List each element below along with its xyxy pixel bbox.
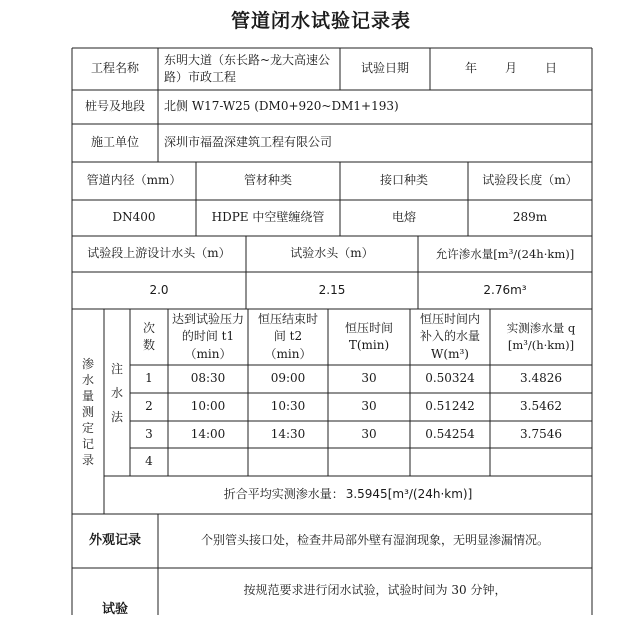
- t1-header: 达到试验压力的时间 t1（min）: [171, 311, 244, 361]
- test-date-label: 试验日期: [360, 61, 409, 76]
- row-4-water-added: [410, 448, 490, 476]
- row-2-measured-seepage: 3.5462: [520, 399, 562, 414]
- appearance-value: 个别管头接口处，检查井局部外壁有湿润现象，无明显渗漏情况。: [200, 533, 549, 548]
- allowed-seepage-value: 2.76m³: [483, 282, 527, 297]
- row-1-t1: 08:30: [190, 371, 226, 386]
- water-added-header: 恒压时间内补入的水量 W(m³): [419, 311, 480, 361]
- count-header: 次数: [142, 320, 155, 352]
- date-year: 年: [464, 61, 477, 76]
- test-date-value: [430, 48, 592, 90]
- row-1-count: 1: [145, 371, 153, 386]
- contractor-label: 施工单位: [90, 135, 139, 150]
- joint-type-header: 接口种类: [379, 173, 428, 188]
- row-2-count: 2: [145, 399, 153, 414]
- row-3-measured-seepage: 3.7546: [520, 426, 562, 441]
- test-head-header: 试验水头（m）: [290, 246, 374, 261]
- station-value: 北侧 W17-W25 (DM0+920~DM1+193): [164, 99, 399, 114]
- duration-header: 恒压时间 T(min): [344, 320, 393, 352]
- row-1-t2: 09:00: [270, 371, 306, 386]
- design-head-value: 2.0: [149, 282, 169, 297]
- conclusion-value: 按规范要求进行闭水试验，试验时间为 30 分钟，: [243, 583, 507, 598]
- t2-header: 恒压结束时间 t2（min）: [257, 311, 318, 361]
- test-head-value: 2.15: [318, 282, 346, 297]
- row-2-t1: 10:00: [190, 399, 226, 414]
- row-1-water-added: 0.50324: [425, 371, 475, 386]
- row-3-t2: 14:30: [270, 426, 306, 441]
- test-length-header: 试验段长度（m）: [482, 173, 578, 188]
- appearance-label: 外观记录: [88, 532, 141, 548]
- conclusion-label: 试验: [101, 601, 128, 617]
- injection-method-label: 注 水 法: [110, 361, 123, 424]
- row-4-t2: [248, 448, 328, 476]
- row-3-count: 3: [145, 426, 153, 441]
- page-title: 管道闭水试验记录表: [230, 10, 411, 32]
- average-seepage-label: 折合平均实测渗水量：: [223, 487, 344, 502]
- seepage-section-label: 渗 水 量 测 定 记 录: [81, 356, 94, 467]
- row-1-duration: 30: [361, 371, 377, 386]
- measured-seepage-header: 实测渗水量 q [m³/(h·km)]: [506, 321, 576, 352]
- row-2-t2: 10:30: [270, 399, 306, 414]
- row-2-duration: 30: [361, 399, 377, 414]
- date-month: 月: [504, 61, 517, 76]
- pipe-diameter-value: DN400: [112, 210, 156, 225]
- row-3-duration: 30: [361, 426, 377, 441]
- project-name-label: 工程名称: [90, 61, 139, 76]
- row-4-duration: [328, 448, 410, 476]
- contractor-value: 深圳市福盈深建筑工程有限公司: [164, 135, 333, 150]
- pipe-material-header: 管材种类: [243, 173, 292, 188]
- row-2-water-added: 0.51242: [425, 399, 475, 414]
- joint-type-value: 电熔: [391, 210, 416, 225]
- date-day: 日: [545, 61, 558, 76]
- project-name-value: 东明大道（东长路~龙大高速公路）市政工程: [164, 52, 331, 84]
- row-3-t1: 14:00: [190, 426, 226, 441]
- test-length-value: 289m: [512, 210, 548, 225]
- design-head-header: 试验段上游设计水头（m）: [87, 246, 231, 261]
- row-3-water-added: 0.54254: [425, 426, 475, 441]
- station-label: 桩号及地段: [84, 99, 145, 114]
- average-seepage-value: 3.5945[m³/(24h·km)]: [345, 487, 473, 502]
- average-seepage: [104, 476, 592, 514]
- pipe-material-value: HDPE 中空壁缠绕管: [211, 210, 325, 225]
- row-1-measured-seepage: 3.4826: [520, 371, 562, 386]
- row-4-measured-seepage: [490, 448, 592, 476]
- row-4-t1: [168, 448, 248, 476]
- row-4-count: 4: [145, 454, 153, 469]
- allowed-seepage-header: 允许渗水量[m³/(24h·km)]: [435, 246, 575, 261]
- pipe-diameter-header: 管道内径（mm）: [86, 173, 182, 188]
